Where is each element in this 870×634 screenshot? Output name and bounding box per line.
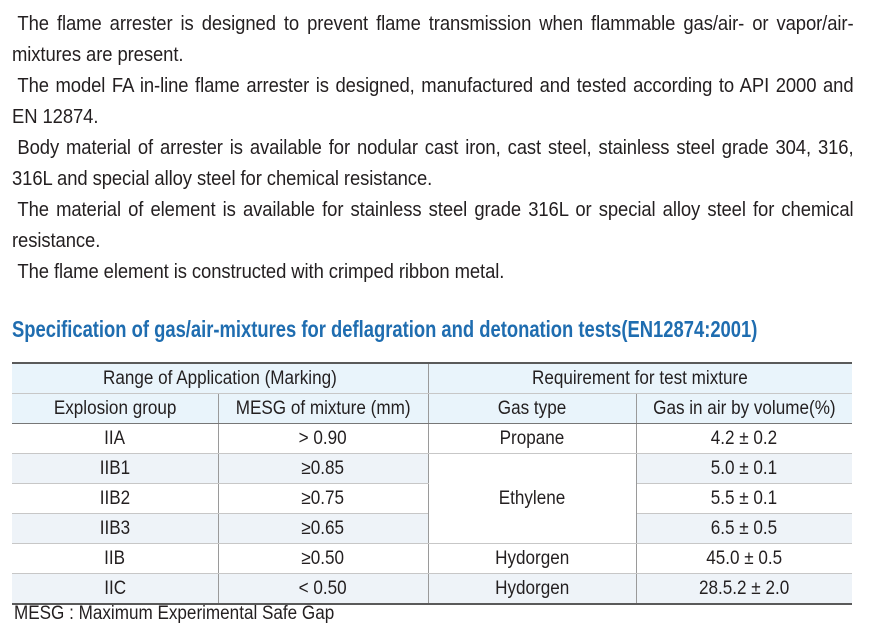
table-group-header-row: [12, 363, 852, 394]
spec-table: [12, 362, 852, 605]
table-row: [12, 424, 852, 454]
table-row: [12, 574, 852, 605]
table-row: [12, 544, 852, 574]
cell-mesg: ≥0.85: [218, 454, 428, 484]
intro-text: [12, 8, 854, 287]
cell-gas-type: Propane: [428, 424, 636, 454]
cell-explosion-group: IIB2: [12, 484, 218, 514]
cell-gas-volume: 6.5 ± 0.5: [636, 514, 852, 544]
cell-explosion-group: IIB1: [12, 454, 218, 484]
group-header-requirement: Requirement for test mixture: [428, 363, 852, 394]
cell-gas-type: Hydorgen: [428, 544, 636, 574]
cell-explosion-group: IIB3: [12, 514, 218, 544]
column-header-explosion-group: Explosion group: [12, 394, 218, 424]
cell-gas-volume: 45.0 ± 0.5: [636, 544, 852, 574]
footnote: MESG : Maximum Experimental Safe Gap: [14, 603, 335, 624]
group-header-range: Range of Application (Marking): [12, 363, 428, 394]
section-title: Specification of gas/air-mixtures for deflagration and detonation tests(EN12874:2001): [12, 316, 758, 342]
intro-paragraph: The flame arrester is designed to prevent flame transmission when flammable gas/air- or vapor/air-mixtures are present.: [12, 12, 854, 66]
intro-paragraph: The flame element is constructed with crimped ribbon metal.: [17, 260, 505, 283]
intro-paragraph: The material of element is available for stainless steel grade 316L or special alloy steel for chemical resistance.: [12, 198, 854, 252]
cell-explosion-group: IIC: [12, 574, 218, 605]
column-header-gas-volume: Gas in air by volume(%): [636, 394, 852, 424]
cell-mesg: ≥0.50: [218, 544, 428, 574]
column-header-gas-type: Gas type: [428, 394, 636, 424]
cell-gas-volume: 5.0 ± 0.1: [636, 454, 852, 484]
table-column-header-row: [12, 394, 852, 424]
cell-mesg: > 0.90: [218, 424, 428, 454]
cell-mesg: < 0.50: [218, 574, 428, 605]
cell-mesg: ≥0.75: [218, 484, 428, 514]
cell-explosion-group: IIA: [12, 424, 218, 454]
cell-gas-type: Hydorgen: [428, 574, 636, 605]
cell-gas-volume: 4.2 ± 0.2: [636, 424, 852, 454]
cell-gas-type: Ethylene: [428, 454, 636, 544]
cell-gas-volume: 28.5.2 ± 2.0: [636, 574, 852, 605]
cell-mesg: ≥0.65: [218, 514, 428, 544]
cell-gas-volume: 5.5 ± 0.1: [636, 484, 852, 514]
column-header-mesg: MESG of mixture (mm): [218, 394, 428, 424]
intro-paragraph: The model FA in-line flame arrester is designed, manufactured and tested according to API 2000 and EN 12874.: [12, 74, 854, 128]
table-row: [12, 454, 852, 484]
intro-paragraph: Body material of arrester is available for nodular cast iron, cast steel, stainless steel grade 304, 316, 316L and special alloy steel for chemical resistance.: [12, 136, 854, 190]
cell-explosion-group: IIB: [12, 544, 218, 574]
